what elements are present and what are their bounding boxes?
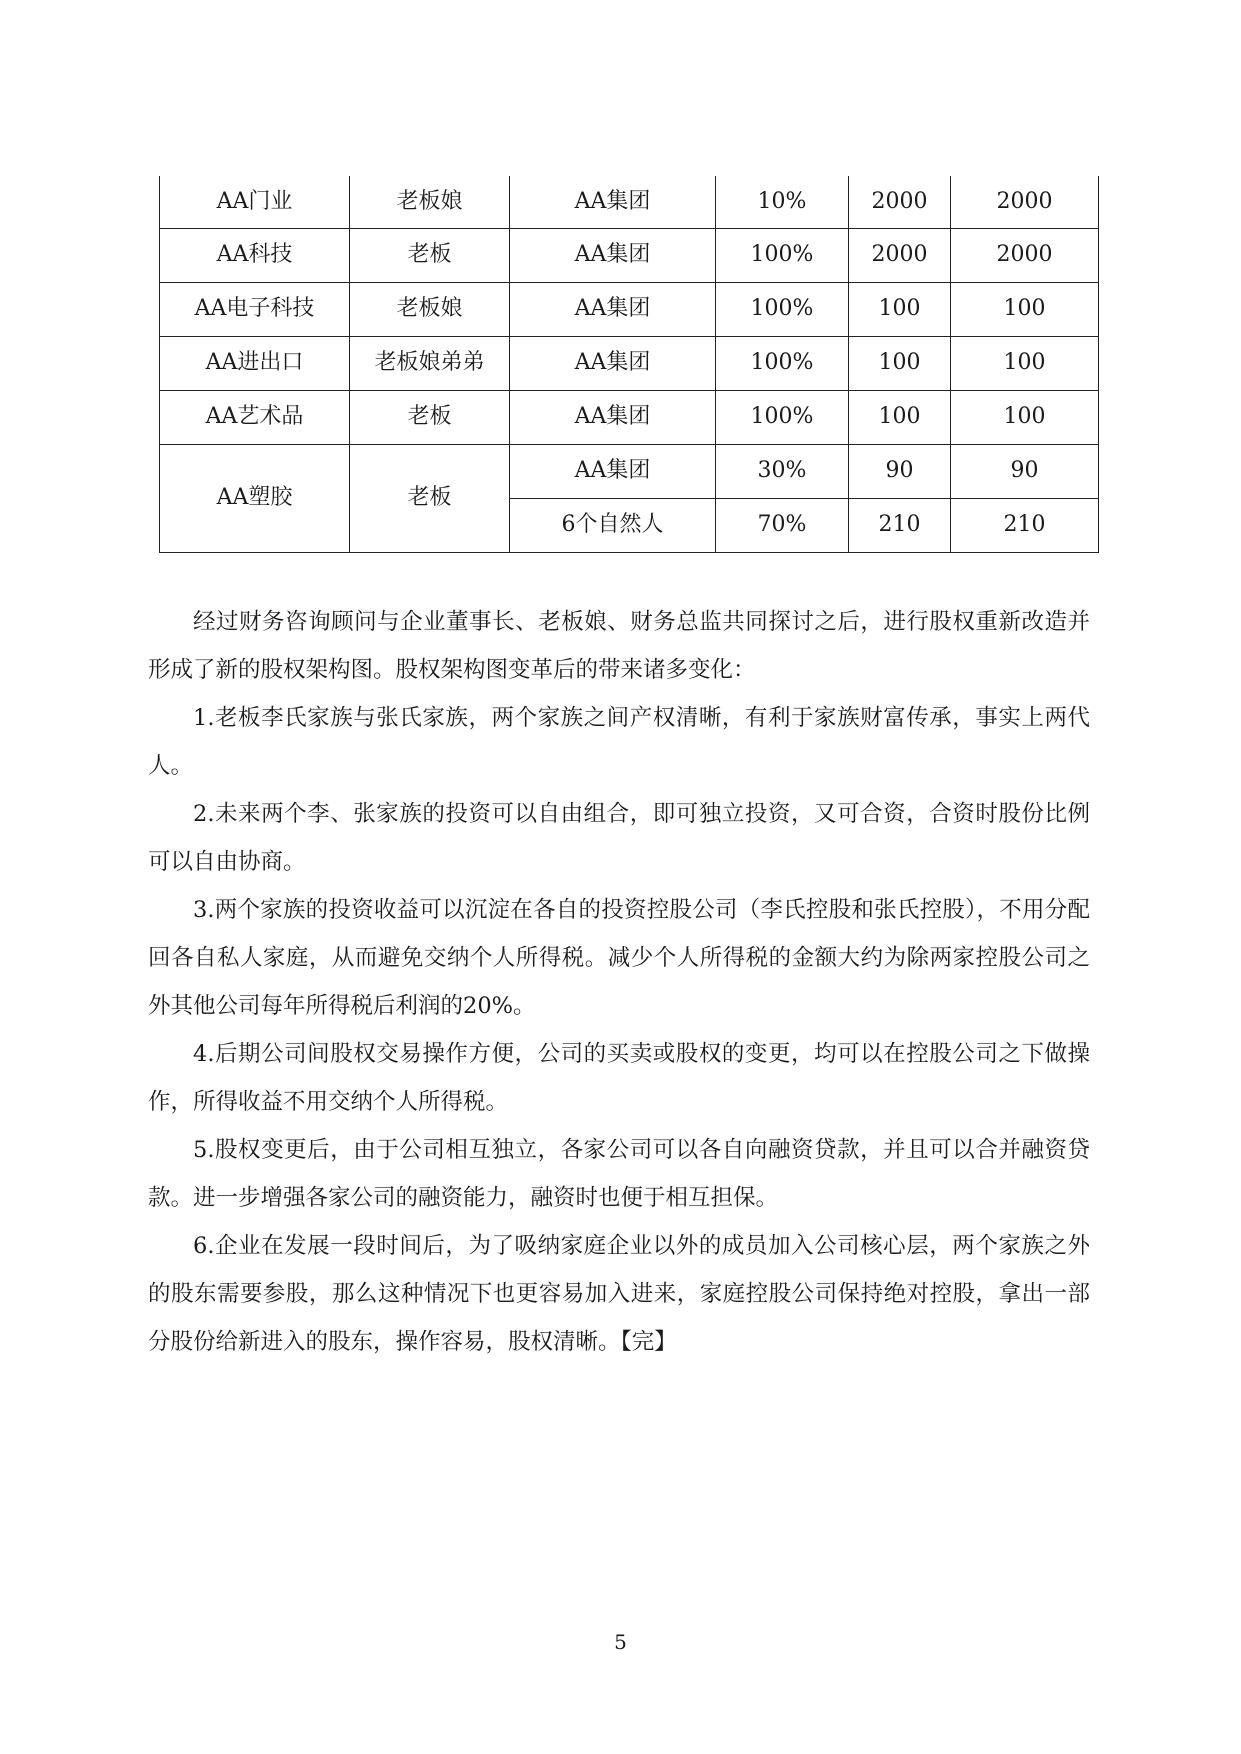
ratio-cell: 30%: [716, 445, 849, 499]
amount-cell: 100: [951, 337, 1099, 391]
point-2-paragraph: 2.未来两个李、张家族的投资可以自由组合，即可独立投资，又可合资，合资时股份比例可以自由协商。: [148, 801, 1090, 875]
amount-cell: 210: [951, 499, 1099, 553]
amount-cell: 100: [951, 283, 1099, 337]
shareholder-cell: AA集团: [510, 337, 716, 391]
amount-cell: 90: [849, 445, 951, 499]
ratio-cell: 100%: [716, 229, 849, 283]
page-number: 5: [614, 1630, 627, 1654]
table-row: [160, 283, 1099, 337]
controller-cell: 老板娘: [350, 283, 510, 337]
table-row: [160, 229, 1099, 283]
point-1-paragraph: 1.老板李氏家族与张氏家族，两个家族之间产权清晰，有利于家族财富传承，事实上两代人。: [148, 705, 1090, 779]
table-row: [160, 337, 1099, 391]
company-cell: AA塑胶: [160, 445, 350, 553]
amount-cell: 90: [951, 445, 1099, 499]
ratio-cell: 10%: [716, 176, 849, 229]
amount-cell: 100: [849, 337, 951, 391]
company-cell: AA科技: [160, 229, 350, 283]
ratio-cell: 100%: [716, 283, 849, 337]
amount-cell: 210: [849, 499, 951, 553]
point-5-paragraph: 5.股权变更后，由于公司相互独立，各家公司可以各自向融资贷款，并且可以合并融资贷款。进一步增强各家公司的融资能力，融资时也便于相互担保。: [148, 1137, 1090, 1211]
company-cell: AA进出口: [160, 337, 350, 391]
body-text: [148, 598, 1090, 1366]
controller-cell: 老板: [350, 229, 510, 283]
amount-cell: 2000: [849, 229, 951, 283]
equity-table: [159, 176, 1099, 553]
table-row: [160, 445, 1099, 499]
amount-cell: 2000: [849, 176, 951, 229]
controller-cell: 老板: [350, 391, 510, 445]
table-row: [160, 391, 1099, 445]
shareholder-cell: AA集团: [510, 283, 716, 337]
company-cell: AA门业: [160, 176, 350, 229]
amount-cell: 100: [951, 391, 1099, 445]
controller-cell: 老板娘弟弟: [350, 337, 510, 391]
point-4-paragraph: 4.后期公司间股权交易操作方便，公司的买卖或股权的变更，均可以在控股公司之下做操作，所得收益不用交纳个人所得税。: [148, 1041, 1090, 1115]
amount-cell: 100: [849, 283, 951, 337]
intro-paragraph: 经过财务咨询顾问与企业董事长、老板娘、财务总监共同探讨之后，进行股权重新改造并形成了新的股权架构图。股权架构图变革后的带来诸多变化：: [148, 609, 1090, 683]
point-3-paragraph: 3.两个家族的投资收益可以沉淀在各自的投资控股公司（李氏控股和张氏控股），不用分配回各自私人家庭，从而避免交纳个人所得税。减少个人所得税的金额大约为除两家控股公司之外其他公司每年所得税后利润的20%。: [148, 897, 1090, 1019]
table-row: [160, 176, 1099, 229]
ratio-cell: 100%: [716, 337, 849, 391]
company-cell: AA电子科技: [160, 283, 350, 337]
shareholder-cell: AA集团: [510, 391, 716, 445]
controller-cell: 老板娘: [350, 176, 510, 229]
shareholder-cell: AA集团: [510, 445, 716, 499]
amount-cell: 2000: [951, 229, 1099, 283]
shareholder-cell: AA集团: [510, 176, 716, 229]
shareholder-cell: 6个自然人: [510, 499, 716, 553]
shareholder-cell: AA集团: [510, 229, 716, 283]
controller-cell: 老板: [350, 445, 510, 553]
amount-cell: 2000: [951, 176, 1099, 229]
ratio-cell: 100%: [716, 391, 849, 445]
amount-cell: 100: [849, 391, 951, 445]
ratio-cell: 70%: [716, 499, 849, 553]
point-6-paragraph: 6.企业在发展一段时间后，为了吸纳家庭企业以外的成员加入公司核心层，两个家族之外的股东需要参股，那么这种情况下也更容易加入进来，家庭控股公司保持绝对控股，拿出一部分股份给新进入的股东，操作容易，股权清晰。【完】: [148, 1233, 1090, 1355]
company-cell: AA艺术品: [160, 391, 350, 445]
